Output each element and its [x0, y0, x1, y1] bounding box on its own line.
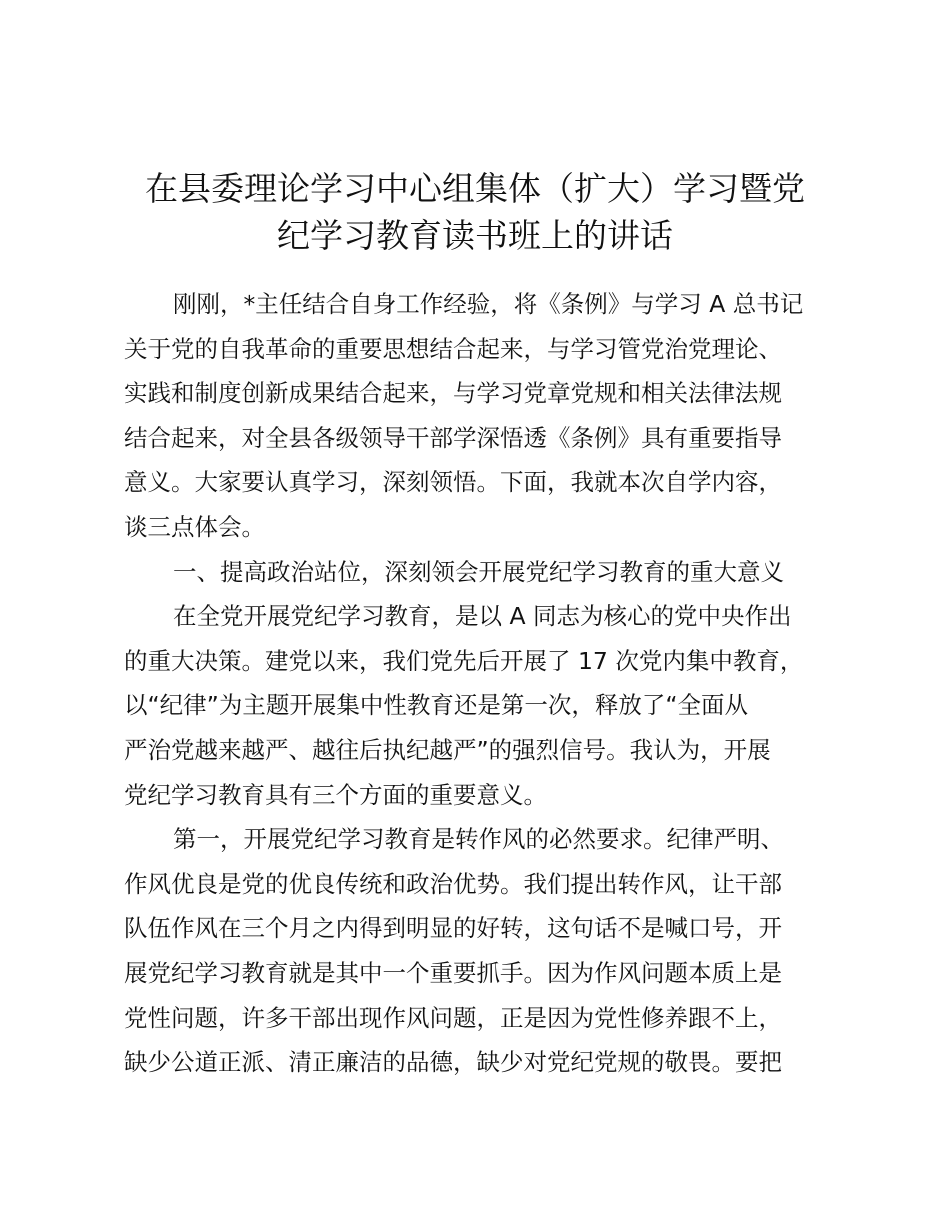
text-line: 谈三点体会。: [124, 512, 265, 541]
text-line: 党纪学习教育具有三个方面的重要意义。: [124, 780, 547, 809]
paragraph-intro: [124, 282, 836, 550]
text-line: 的重大决策。建党以来，我们党先后开展了 17 次党内集中教育，: [124, 646, 804, 675]
heading-line: 一、提高政治站位，深刻领会开展党纪学习教育的重大意义: [173, 557, 784, 586]
title-line-2: 纪学习教育读书班上的讲话: [277, 216, 673, 255]
paragraph-first-point: [124, 817, 836, 1085]
text-line: 第一，开展党纪学习教育是转作风的必然要求。纪律严明、: [173, 825, 784, 854]
text-line: 展党纪学习教育就是其中一个重要抓手。因为作风问题本质上是: [124, 958, 782, 987]
text-line: 实践和制度创新成果结合起来，与学习党章党规和相关法律法规: [124, 379, 782, 408]
text-line: 严治党越来越严、越往后执纪越严”的强烈信号。我认为，开展: [124, 735, 771, 764]
section-heading-1: [124, 550, 836, 595]
text-line: 缺少公道正派、清正廉洁的品德，缺少对党纪党规的敬畏。要把: [124, 1048, 782, 1077]
document-body: [124, 282, 836, 1085]
text-line: 刚刚，*主任结合自身工作经验，将《条例》与学习 A 总书记: [173, 290, 804, 318]
document-title: [120, 165, 830, 259]
text-line: 在全党开展党纪学习教育，是以 A 同志为核心的党中央作出: [173, 602, 792, 631]
title-line-1: 在县委理论学习中心组集体（扩大）学习暨党: [145, 169, 805, 208]
paragraph-significance: [124, 594, 836, 817]
text-line: 队伍作风在三个月之内得到明显的好转，这句话不是喊口号，开: [124, 914, 782, 943]
text-line: 作风优良是党的优良传统和政治优势。我们提出转作风，让干部: [124, 869, 782, 898]
text-line: 以“纪律”为主题开展集中性教育还是第一次，释放了“全面从: [124, 691, 749, 720]
text-line: 结合起来，对全县各级领导干部学深悟透《条例》具有重要指导: [124, 423, 782, 452]
text-line: 党性问题，许多干部出现作风问题，正是因为党性修养跟不上，: [124, 1003, 782, 1032]
text-line: 关于党的自我革命的重要思想结合起来，与学习管党治党理论、: [124, 334, 782, 363]
text-line: 意义。大家要认真学习，深刻领悟。下面，我就本次自学内容，: [124, 468, 782, 497]
